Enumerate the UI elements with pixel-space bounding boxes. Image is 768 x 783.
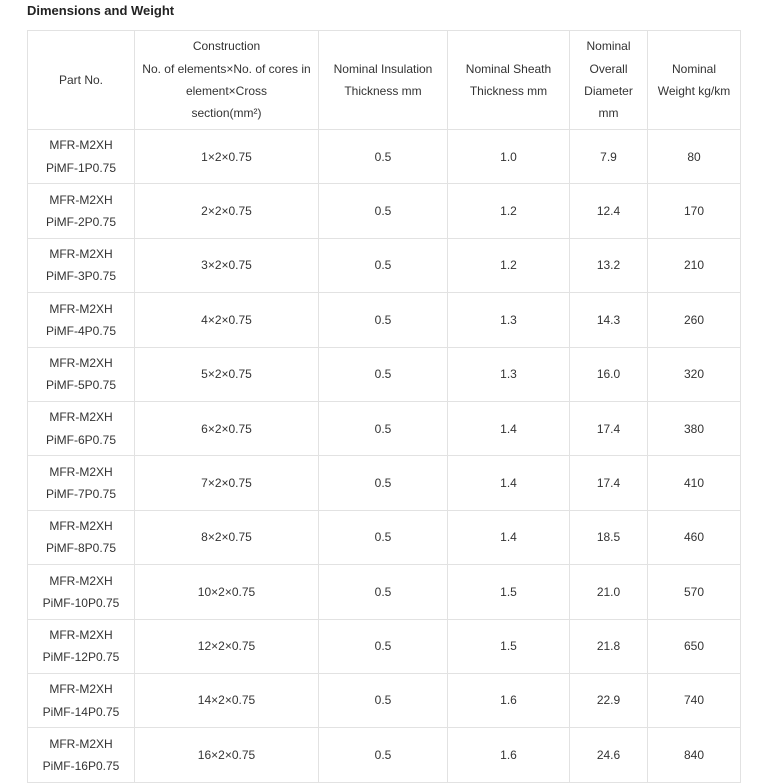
cell-insulation-thickness: 0.5 [319, 347, 448, 401]
cell-part-no: MFR-M2XH PiMF-14P0.75 [28, 673, 135, 727]
table-row [28, 565, 741, 619]
table-row [28, 619, 741, 673]
cell-part-no: MFR-M2XH PiMF-16P0.75 [28, 728, 135, 782]
header-sheath-thickness: Nominal Sheath Thickness mm [448, 31, 570, 130]
header-overall-diameter: Nominal Overall Diameter mm [570, 31, 648, 130]
cell-construction: 5×2×0.75 [135, 347, 319, 401]
table-row [28, 456, 741, 510]
cell-insulation-thickness: 0.5 [319, 565, 448, 619]
cell-sheath-thickness: 1.3 [448, 347, 570, 401]
cell-sheath-thickness: 1.0 [448, 130, 570, 184]
table-row [28, 401, 741, 455]
cell-part-no: MFR-M2XH PiMF-2P0.75 [28, 184, 135, 238]
cell-overall-diameter: 7.9 [570, 130, 648, 184]
table-body [28, 130, 741, 783]
cell-weight: 650 [648, 619, 741, 673]
cell-construction: 2×2×0.75 [135, 184, 319, 238]
cell-part-no: MFR-M2XH PiMF-4P0.75 [28, 293, 135, 347]
cell-part-no: MFR-M2XH PiMF-7P0.75 [28, 456, 135, 510]
cell-part-no: MFR-M2XH PiMF-6P0.75 [28, 401, 135, 455]
cell-weight: 410 [648, 456, 741, 510]
cell-weight: 260 [648, 293, 741, 347]
cell-construction: 4×2×0.75 [135, 293, 319, 347]
cell-part-no: MFR-M2XH PiMF-8P0.75 [28, 510, 135, 564]
cell-overall-diameter: 24.6 [570, 728, 648, 782]
cell-sheath-thickness: 1.5 [448, 619, 570, 673]
cell-construction: 7×2×0.75 [135, 456, 319, 510]
cell-weight: 740 [648, 673, 741, 727]
cell-insulation-thickness: 0.5 [319, 293, 448, 347]
cell-part-no: MFR-M2XH PiMF-12P0.75 [28, 619, 135, 673]
table-row [28, 238, 741, 292]
cell-overall-diameter: 17.4 [570, 456, 648, 510]
cell-insulation-thickness: 0.5 [319, 456, 448, 510]
cell-weight: 840 [648, 728, 741, 782]
cell-construction: 14×2×0.75 [135, 673, 319, 727]
cell-insulation-thickness: 0.5 [319, 238, 448, 292]
cell-sheath-thickness: 1.2 [448, 238, 570, 292]
cell-insulation-thickness: 0.5 [319, 619, 448, 673]
cell-sheath-thickness: 1.4 [448, 401, 570, 455]
cell-construction: 8×2×0.75 [135, 510, 319, 564]
cell-construction: 3×2×0.75 [135, 238, 319, 292]
cell-insulation-thickness: 0.5 [319, 728, 448, 782]
header-part-no: Part No. [28, 31, 135, 130]
table-row [28, 130, 741, 184]
cell-part-no: MFR-M2XH PiMF-3P0.75 [28, 238, 135, 292]
cell-overall-diameter: 21.8 [570, 619, 648, 673]
header-construction: Construction No. of elements×No. of cores in element×Cross section(mm²) [135, 31, 319, 130]
cell-overall-diameter: 18.5 [570, 510, 648, 564]
table-row [28, 510, 741, 564]
cell-insulation-thickness: 0.5 [319, 673, 448, 727]
table-row [28, 673, 741, 727]
header-weight: Nominal Weight kg/km [648, 31, 741, 130]
cell-sheath-thickness: 1.5 [448, 565, 570, 619]
table-row [28, 347, 741, 401]
cell-insulation-thickness: 0.5 [319, 510, 448, 564]
cell-overall-diameter: 14.3 [570, 293, 648, 347]
cell-weight: 210 [648, 238, 741, 292]
cell-sheath-thickness: 1.2 [448, 184, 570, 238]
cell-weight: 460 [648, 510, 741, 564]
section-title: Dimensions and Weight [27, 3, 175, 18]
cell-construction: 1×2×0.75 [135, 130, 319, 184]
cell-sheath-thickness: 1.4 [448, 510, 570, 564]
cell-overall-diameter: 13.2 [570, 238, 648, 292]
table-row [28, 728, 741, 782]
cell-weight: 170 [648, 184, 741, 238]
cell-sheath-thickness: 1.6 [448, 673, 570, 727]
table-row [28, 293, 741, 347]
cell-insulation-thickness: 0.5 [319, 130, 448, 184]
table-header-row [28, 31, 741, 130]
cell-weight: 380 [648, 401, 741, 455]
cell-sheath-thickness: 1.3 [448, 293, 570, 347]
cell-construction: 10×2×0.75 [135, 565, 319, 619]
cell-sheath-thickness: 1.4 [448, 456, 570, 510]
cell-overall-diameter: 12.4 [570, 184, 648, 238]
header-insulation-thickness: Nominal Insulation Thickness mm [319, 31, 448, 130]
cell-insulation-thickness: 0.5 [319, 401, 448, 455]
cell-part-no: MFR-M2XH PiMF-5P0.75 [28, 347, 135, 401]
cell-overall-diameter: 16.0 [570, 347, 648, 401]
cell-overall-diameter: 17.4 [570, 401, 648, 455]
cell-weight: 80 [648, 130, 741, 184]
cell-overall-diameter: 21.0 [570, 565, 648, 619]
cell-construction: 16×2×0.75 [135, 728, 319, 782]
cell-part-no: MFR-M2XH PiMF-1P0.75 [28, 130, 135, 184]
cell-construction: 6×2×0.75 [135, 401, 319, 455]
cell-part-no: MFR-M2XH PiMF-10P0.75 [28, 565, 135, 619]
cell-insulation-thickness: 0.5 [319, 184, 448, 238]
table-row [28, 184, 741, 238]
dimensions-weight-table [27, 30, 741, 783]
cell-overall-diameter: 22.9 [570, 673, 648, 727]
cell-sheath-thickness: 1.6 [448, 728, 570, 782]
cell-weight: 320 [648, 347, 741, 401]
cell-weight: 570 [648, 565, 741, 619]
cell-construction: 12×2×0.75 [135, 619, 319, 673]
